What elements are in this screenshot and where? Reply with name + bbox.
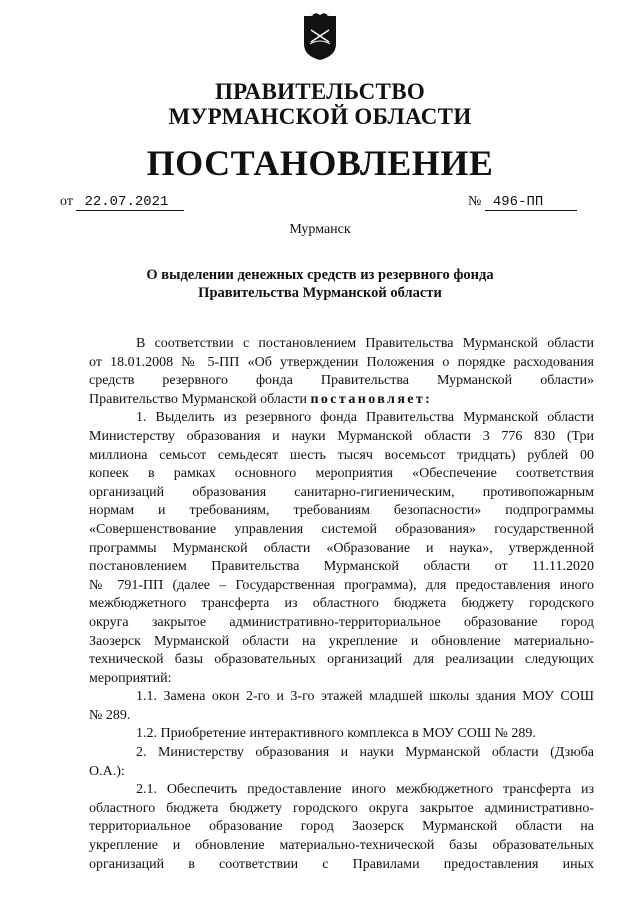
body-line: мероприятий: [89,670,172,686]
body-line: организаций в соответствии с Правилами предоставления иных [89,856,594,872]
body-line-text: Правительство Мурманской области [89,391,311,407]
body-line: межбюджетного трансферта из областного бюджета бюджету городского [89,596,594,612]
body-line: В соответствии с постановлением Правительства Мурманской области [136,336,594,351]
date-value: 22.07.2021 [76,195,184,211]
body-line: организаций образования санитарно-гигиеническим, противопожарным [89,484,594,500]
government-title-line1: ПРАВИТЕЛЬСТВО [214,79,426,104]
body-line: программы Мурманской области «Образование и наука», утвержденной [89,540,594,556]
body-line: от 18.01.2008 № 5-ПП «Об утверждении Положения о порядке расходования [89,354,594,370]
coat-of-arms-icon [300,10,340,62]
number-prefix: № [468,194,482,209]
subject-line1: О выделении денежных средств из резервного фонда [146,267,494,283]
body-line: О.А.): [89,763,125,779]
body-line: 1. Выделить из резервного фонда Правительства Мурманской области [136,410,594,426]
body-line: Заозерск Мурманской области на укрепление и обновление материально- [89,633,594,649]
body-line: миллиона семьсот семьдесят шесть тысяч восемьсот тридцать) рублей 00 [89,447,594,463]
body-line: № 289. [89,707,131,723]
body-line: Министерству образования и науки Мурманской области 3 776 830 (Три [89,428,594,444]
body-line: нормам и требованиям, требованиям безопасности» подпрограммы [89,503,594,519]
body-line: № 791-ПП (далее – Государственная программа), для предоставления иного [89,577,594,593]
body-line: 1.1. Замена окон 2-го и 3-го этажей младшей школы здания МОУ СОШ [136,689,594,705]
number-line [468,194,577,211]
government-title-line2: МУРМАНСКОЙ ОБЛАСТИ [168,104,472,129]
body-line: областного бюджета бюджету городского округа закрытое административно- [89,800,594,816]
city-name: Мурманск [289,222,351,237]
decree-keyword: постановляет: [310,391,433,407]
body-line: 1.2. Приобретение интерактивного комплекса в МОУ СОШ № 289. [136,726,536,742]
body-line: средств резервного фонда Правительства Мурманской области» [89,373,594,389]
body-line: округа закрытое административно-территориальное образование город [89,614,594,630]
body-line: 2.1. Обеспечить предоставление иного межбюджетного трансферта из [136,782,594,798]
body-line: технической базы образовательных организаций для реализации следующих [89,652,594,668]
body-line: 2. Министерству образования и науки Мурманской области (Дзюба [136,745,594,761]
body-line: территориальное образование город Заозерск Мурманской области на [89,819,594,835]
body-line: копеек в рамках основного мероприятия «Обеспечение соответствия [89,466,594,482]
body-line [89,391,594,410]
body-line: «Совершенствование управления системой образования» государственной [89,521,594,537]
body-line: укрепление и обновление материально-технической базы образовательных [89,838,594,854]
date-line [60,194,184,211]
document-type-title: ПОСТАНОВЛЕНИЕ [146,143,494,183]
number-value: 496-ПП [485,195,577,211]
body-line: постановлением Правительства Мурманской области от 11.11.2020 [89,559,594,575]
date-prefix: от [60,194,73,209]
document-body [89,335,594,874]
subject-line2: Правительства Мурманской области [198,285,442,301]
